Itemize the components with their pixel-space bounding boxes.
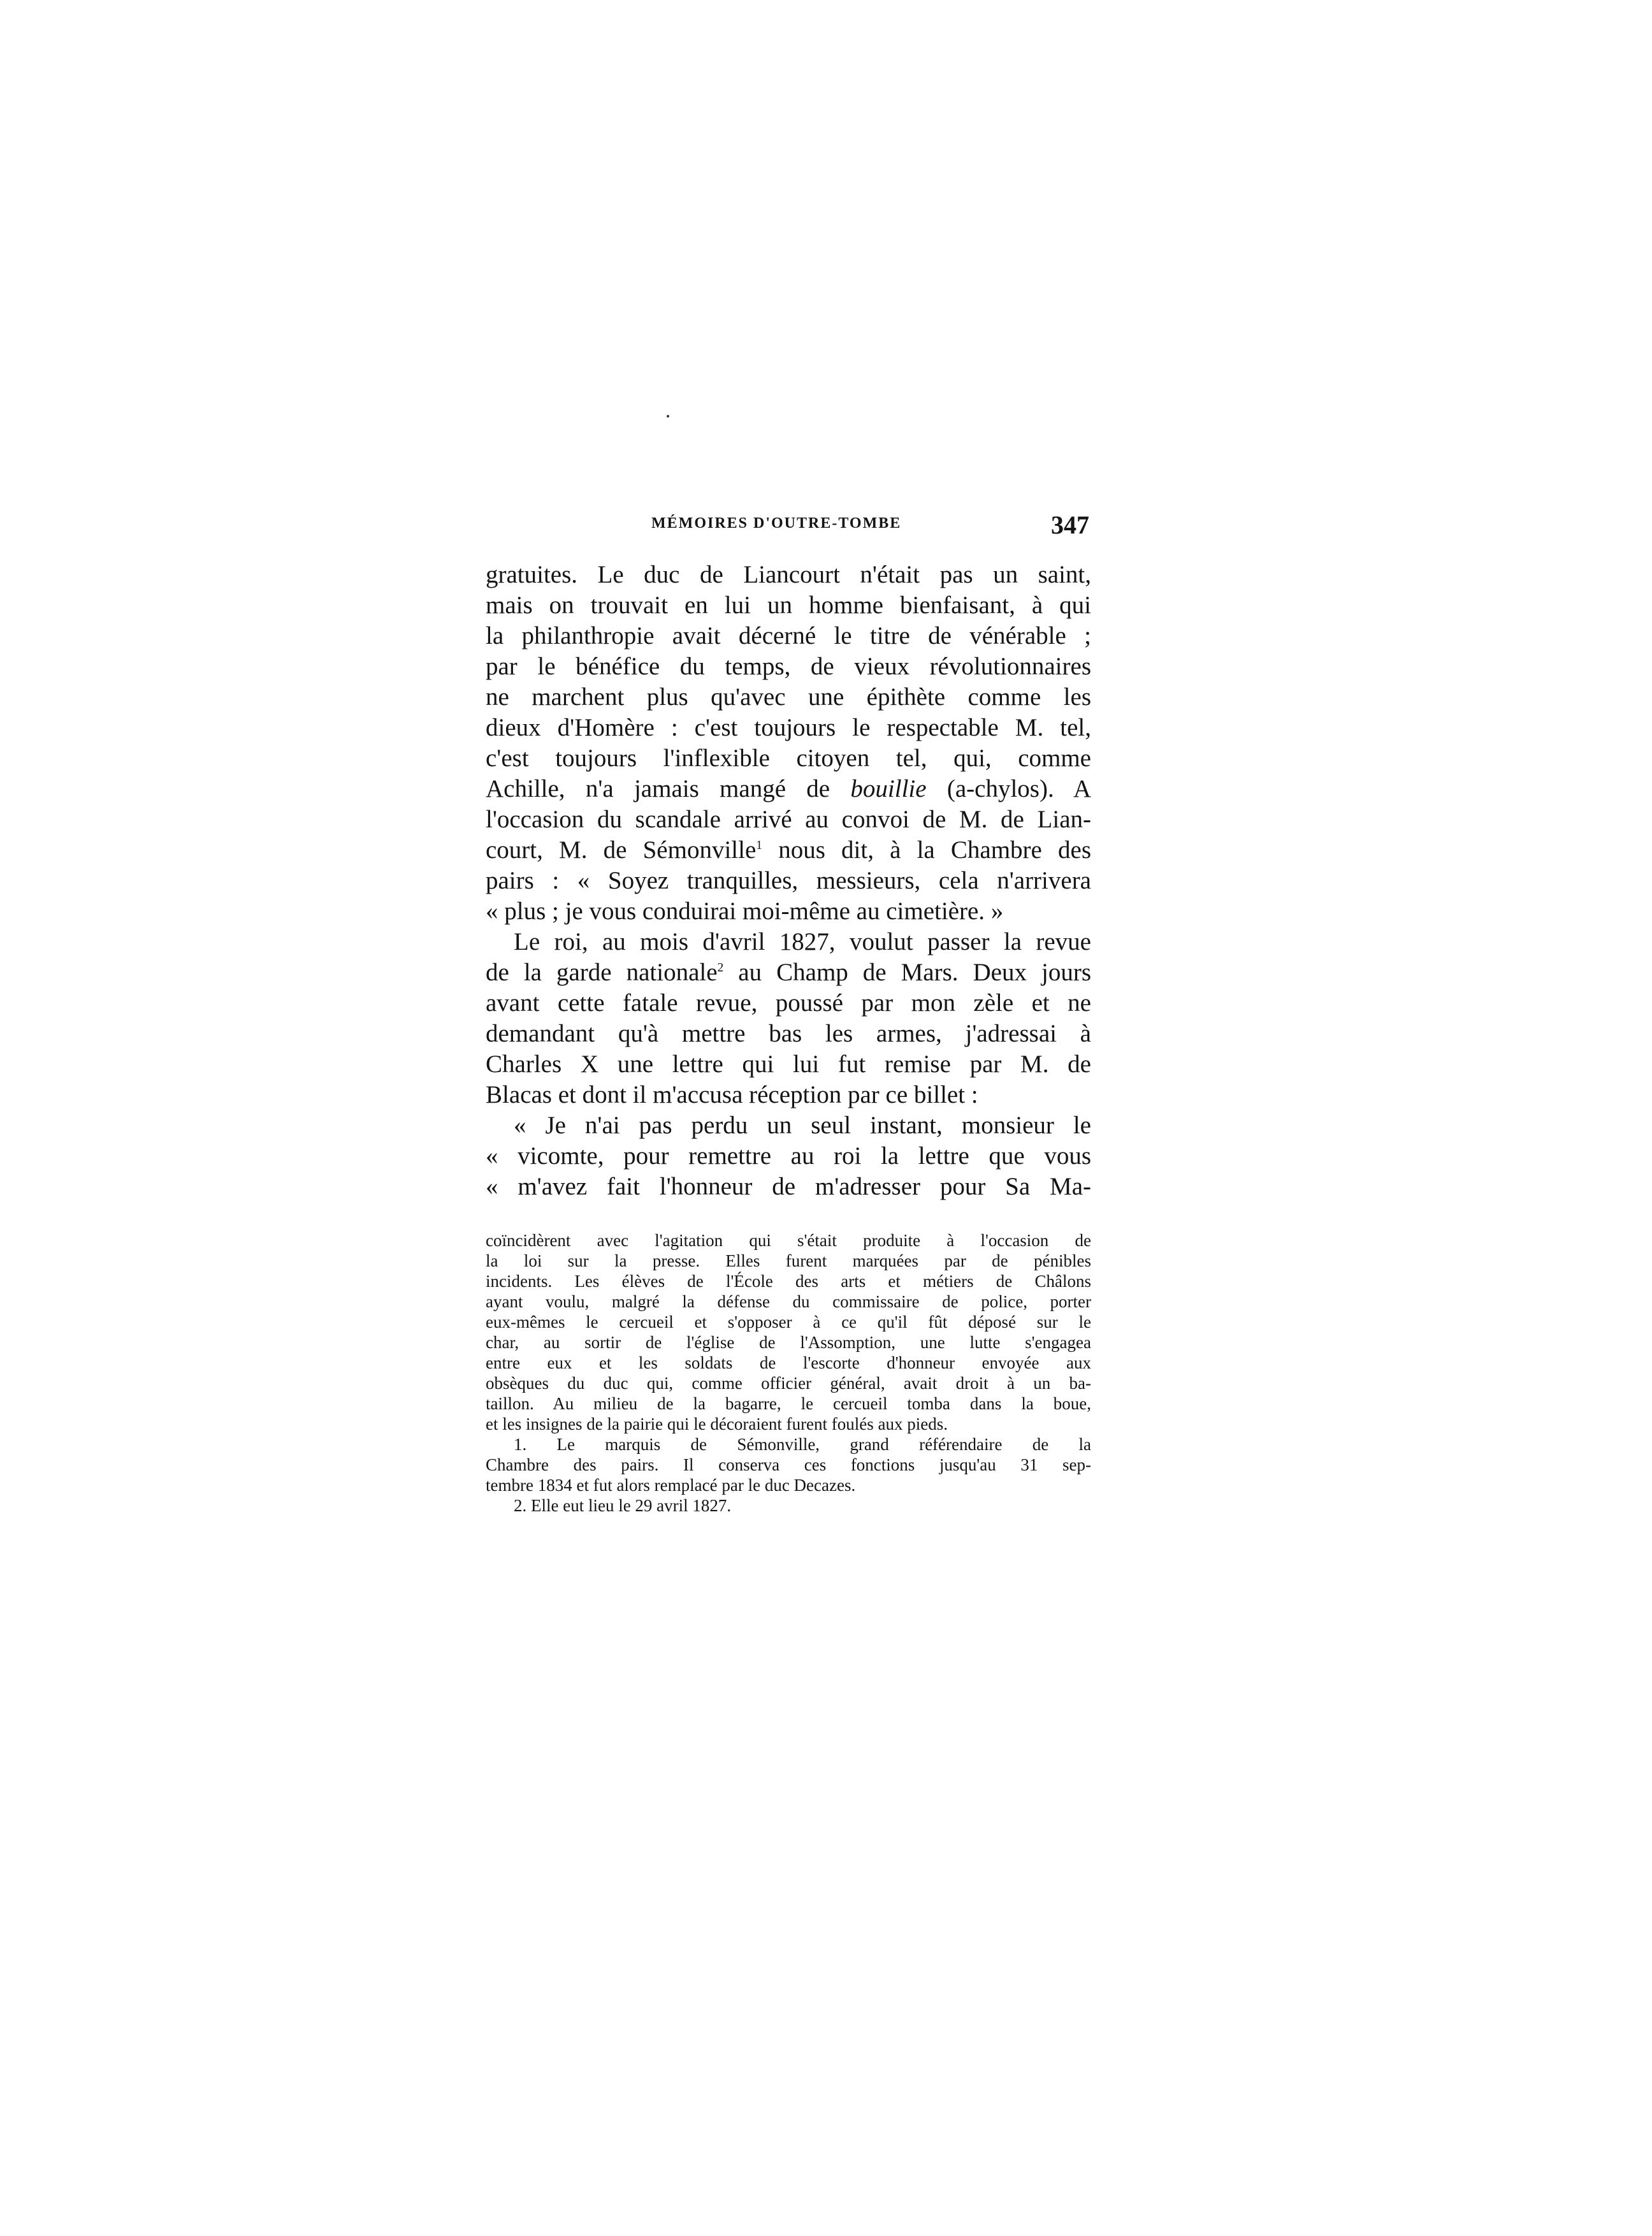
footnote-line: la loi sur la presse. Elles furent marquées par de pénibles [486, 1251, 1091, 1270]
text-line [486, 774, 1091, 804]
footnote-line: taillon. Au milieu de la bagarre, le cercueil tomba dans la boue, [486, 1394, 1091, 1413]
text-span: nous dit, à la Chambre des [778, 836, 1092, 864]
text-line: par le bénéfice du temps, de vieux révolutionnaires [486, 653, 1091, 680]
book-page [486, 510, 1091, 1516]
footnote-line: entre eux et les soldats de l'escorte d'honneur envoyée aux [486, 1353, 1091, 1372]
footnote-line: coïncidèrent avec l'agitation qui s'était produite à l'occasion de [486, 1231, 1091, 1250]
text-line: ne marchent plus qu'avec une épithète comme les [486, 683, 1091, 711]
text-line: « plus ; je vous conduirai moi-même au cimetière. » [486, 897, 1004, 925]
text-span: court, M. de Sémonville [486, 836, 757, 864]
footnote-line: Chambre des pairs. Il conserva ces fonctions jusqu'au 31 sep- [486, 1455, 1091, 1474]
text-line: demandant qu'à mettre bas les armes, j'adressai à [486, 1020, 1091, 1047]
text-line [486, 957, 1091, 988]
text-line: Le roi, au mois d'avril 1827, voulut passer la revue [514, 928, 1091, 955]
text-line: Blacas et dont il m'accusa réception par ce billet : [486, 1081, 978, 1108]
footnote-line: tembre 1834 et fut alors remplacé par le duc Decazes. [486, 1476, 856, 1495]
text-line: « Je n'ai pas perdu un seul instant, monsieur le [514, 1112, 1091, 1139]
italic-word: bouillie [850, 775, 927, 802]
text-line: dieux d'Homère : c'est toujours le respectable M. tel, [486, 714, 1091, 741]
text-line: gratuites. Le duc de Liancourt n'était pas un saint, [486, 561, 1091, 588]
text-line: l'occasion du scandale arrivé au convoi de M. de Lian- [486, 806, 1091, 833]
running-head [486, 510, 1091, 541]
footnote-line: ayant voulu, malgré la défense du commissaire de police, porter [486, 1292, 1091, 1311]
text-line: c'est toujours l'inflexible citoyen tel, qui, comme [486, 744, 1091, 772]
text-line: pairs : « Soyez tranquilles, messieurs, cela n'arrivera [486, 867, 1091, 894]
text-span: au Champ de Mars. Deux jours [738, 959, 1092, 986]
text-line: Charles X une lettre qui lui fut remise par M. de [486, 1050, 1091, 1078]
text-span: de la garde nationale [486, 959, 718, 986]
ink-speck [667, 415, 669, 417]
footnote-ref: 2 [717, 961, 724, 975]
page-number: 347 [1051, 511, 1089, 539]
body-text [486, 560, 1091, 1202]
footnotes [486, 1230, 1091, 1516]
footnote-line: eux-mêmes le cercueil et s'opposer à ce qu'il fût déposé sur le [486, 1312, 1091, 1332]
text-line [486, 835, 1091, 866]
footnote-line: incidents. Les élèves de l'École des arts et métiers de Châlons [486, 1272, 1091, 1291]
footnote-line: char, au sortir de l'église de l'Assomption, une lutte s'engagea [486, 1333, 1091, 1352]
text-span: Achille, n'a jamais mangé de [486, 775, 830, 802]
text-line: avant cette fatale revue, poussé par mon zèle et ne [486, 989, 1091, 1017]
footnote-line: 2. Elle eut lieu le 29 avril 1827. [514, 1496, 732, 1515]
text-line: mais on trouvait en lui un homme bienfaisant, à qui [486, 592, 1091, 619]
text-line: la philanthropie avait décerné le titre de vénérable ; [486, 622, 1091, 650]
footnote-line: et les insignes de la pairie qui le décoraient furent foulés aux pieds. [486, 1414, 948, 1434]
footnote-line: obsèques du duc qui, comme officier général, avait droit à un ba- [486, 1374, 1091, 1393]
footnote-line: 1. Le marquis de Sémonville, grand référendaire de la [514, 1435, 1091, 1454]
text-span: (a-chylos). A [946, 775, 1092, 802]
footnote-ref: 1 [756, 839, 763, 852]
running-title: MÉMOIRES D'OUTRE-TOMBE [651, 515, 902, 532]
text-line: « m'avez fait l'honneur de m'adresser pour Sa Ma- [486, 1173, 1091, 1200]
text-line: « vicomte, pour remettre au roi la lettre que vous [486, 1142, 1091, 1170]
